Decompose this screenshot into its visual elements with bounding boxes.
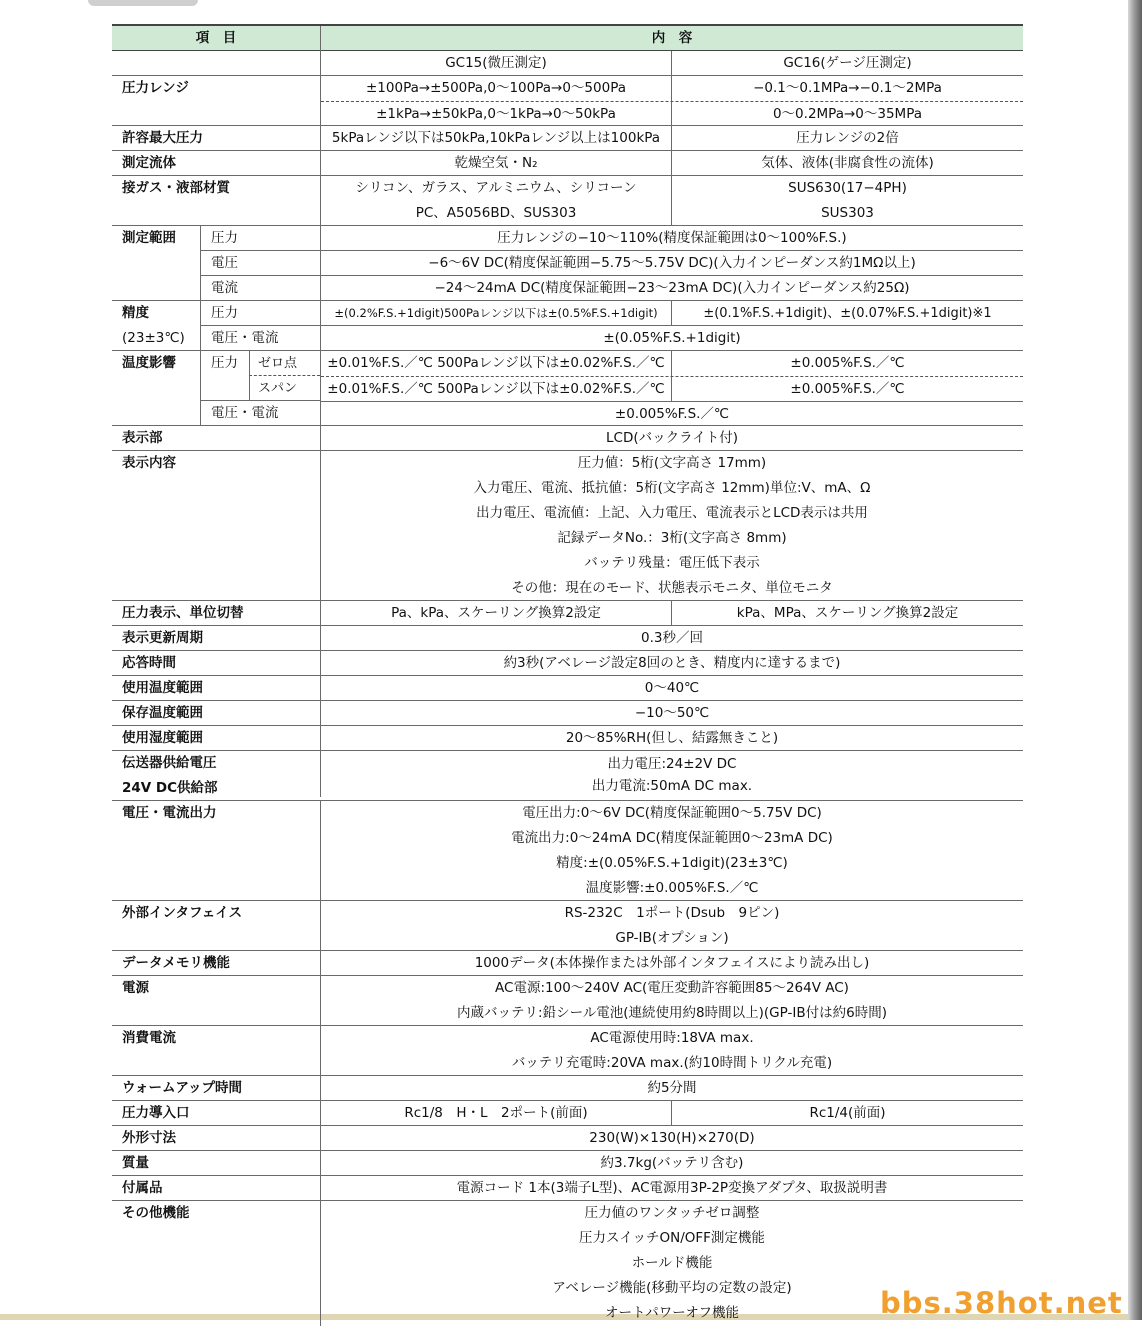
memory-row bbox=[112, 951, 1023, 976]
sub-label: 圧力 bbox=[201, 226, 320, 251]
value: 約5分間 bbox=[647, 1080, 697, 1096]
models-row bbox=[112, 51, 1023, 76]
row-label: 外部インタフェイス bbox=[122, 905, 243, 921]
spec-table bbox=[112, 24, 1023, 1326]
value: バッテリ残量：電圧低下表示 bbox=[584, 555, 760, 571]
value: SUS303 bbox=[671, 201, 1023, 226]
value: ±0.01%F.S.／℃ 500Paレンジ以下は±0.02%F.S.／℃ bbox=[327, 381, 665, 397]
value: 気体、液体(非腐食性の流体) bbox=[671, 151, 1023, 176]
value: 圧力値：5桁(文字高さ 17mm) bbox=[577, 455, 767, 471]
row-label: 使用温度範囲 bbox=[122, 680, 203, 696]
row-label: 表示部 bbox=[122, 430, 163, 446]
row-label: 圧力表示、単位切替 bbox=[122, 605, 244, 621]
value: 電流出力:0～24mA DC(精度保証範囲0～23mA DC) bbox=[511, 830, 833, 846]
row-label-line: 伝送器供給電圧 bbox=[122, 755, 217, 771]
row-label: 電圧・電流出力 bbox=[122, 805, 217, 821]
value: 圧力レンジの2倍 bbox=[671, 126, 1023, 151]
value: ±(0.1%F.S.+1digit)、±(0.07%F.S.+1digit)※1 bbox=[671, 301, 1023, 326]
model-gc15: GC15(微圧測定) bbox=[445, 55, 547, 71]
refresh-row bbox=[112, 626, 1023, 651]
value: ±(0.2%F.S.+1digit)500Paレンジ以下は±(0.5%F.S.+1digit) bbox=[334, 306, 658, 320]
value: GP-IB(オプション) bbox=[615, 930, 729, 946]
sub-label: 電圧・電流 bbox=[211, 330, 279, 346]
value: ±(0.05%F.S.+1digit) bbox=[603, 330, 741, 346]
row-label: 測定流体 bbox=[122, 155, 176, 171]
row-label: 付属品 bbox=[122, 1180, 163, 1196]
watermark: bbs.38hot.net bbox=[880, 1286, 1123, 1320]
row-label: 許容最大圧力 bbox=[122, 130, 203, 146]
value: 圧力スイッチON/OFF測定機能 bbox=[579, 1230, 765, 1246]
value: ±0.01%F.S.／℃ 500Paレンジ以下は±0.02%F.S.／℃ bbox=[327, 355, 665, 371]
sub-label: 圧力 bbox=[201, 351, 249, 401]
power-row bbox=[112, 976, 1023, 1026]
value: AC電源使用時:18VA max. bbox=[590, 1030, 754, 1046]
value: −24～24mA DC(精度保証範囲−23～23mA DC)(入力インピーダンス約25Ω) bbox=[434, 280, 910, 296]
value: 約3.7kg(バッテリ含む) bbox=[600, 1155, 744, 1171]
value: 20～85%RH(但し、結露無きこと) bbox=[565, 730, 779, 746]
value: RS-232C 1ポート(Dsub 9ピン) bbox=[564, 905, 780, 921]
value: 内蔵バッテリ:鉛シール電池(連続使用約8時間以上)(GP-IB付は約6時間) bbox=[457, 1005, 887, 1021]
row-label-line: 精度 bbox=[122, 305, 149, 321]
value: PC、A5056BD、SUS303 bbox=[415, 205, 577, 221]
material-row bbox=[112, 176, 1023, 226]
mass-row bbox=[112, 1151, 1023, 1176]
value: 記録データNo.：3桁(文字高さ 8mm) bbox=[557, 530, 787, 546]
row-label: 外形寸法 bbox=[122, 1130, 176, 1146]
value: 温度影響:±0.005%F.S.／℃ bbox=[585, 880, 759, 896]
value: 電源コード 1本(3端子L型)、AC電源用3P-2P変換アダプタ、取扱説明書 bbox=[456, 1180, 888, 1196]
op-temp-row bbox=[112, 676, 1023, 701]
value: ±0.005%F.S.／℃ bbox=[614, 406, 730, 422]
row-label: 質量 bbox=[122, 1155, 149, 1171]
response-row bbox=[112, 651, 1023, 676]
warmup-row bbox=[112, 1076, 1023, 1101]
table-header bbox=[112, 24, 1023, 51]
meas-range-row bbox=[112, 226, 1023, 301]
value: ±0.005%F.S.／℃ bbox=[671, 351, 1023, 376]
row-label: 表示内容 bbox=[122, 455, 176, 471]
row-label: 使用湿度範囲 bbox=[122, 730, 203, 746]
value: −0.1～0.1MPa→−0.1～2MPa bbox=[671, 76, 1023, 101]
interface-row bbox=[112, 901, 1023, 951]
header-content: 内 容 bbox=[320, 26, 1023, 51]
value: ±1kPa→±50kPa,0～1kPa→0～50kPa bbox=[376, 106, 616, 122]
vi-output-row bbox=[112, 801, 1023, 901]
value: AC電源:100～240V AC(電圧変動許容範囲85～264V AC) bbox=[495, 980, 849, 996]
row-label: その他機能 bbox=[122, 1205, 190, 1221]
page-tab-edge bbox=[88, 0, 198, 6]
dimensions-row bbox=[112, 1126, 1023, 1151]
value: 230(W)×130(H)×270(D) bbox=[589, 1130, 755, 1146]
sub-label: 電圧・電流 bbox=[211, 405, 279, 421]
value: Rc1/4(前面) bbox=[671, 1101, 1023, 1126]
value: −6～6V DC(精度保証範囲−5.75～5.75V DC)(入力インピーダンス約1MΩ以上) bbox=[321, 251, 1023, 276]
sub-label: 電流 bbox=[211, 280, 238, 296]
transmitter-row bbox=[112, 751, 1023, 801]
temp-effect-row bbox=[112, 351, 1023, 426]
window-frame-edge bbox=[1128, 0, 1142, 1320]
sub-label: 圧力 bbox=[201, 301, 320, 326]
unit-switch-row bbox=[112, 601, 1023, 626]
value: ±0.005%F.S.／℃ bbox=[671, 377, 1023, 402]
value: バッテリ充電時:20VA max.(約10時間トリクル充電) bbox=[511, 1055, 833, 1071]
value: オートパワーオフ機能 bbox=[604, 1305, 740, 1321]
value: 出力電圧:24±2V DC bbox=[607, 756, 737, 772]
value: 乾燥空気・N₂ bbox=[454, 155, 538, 171]
value: ±100Pa→±500Pa,0～100Pa→0～500Pa bbox=[365, 80, 626, 96]
value: 約3秒(アベレージ設定8回のとき、精度内に達するまで) bbox=[503, 655, 841, 671]
sub-label: ゼロ点 bbox=[249, 351, 320, 376]
value: 0～0.2MPa→0～35MPa bbox=[671, 102, 1023, 127]
value: 1000データ(本体操作または外部インタフェイスにより読み出し) bbox=[474, 955, 870, 971]
value: −10～50℃ bbox=[634, 705, 710, 721]
accessories-row bbox=[112, 1176, 1023, 1201]
value: シリコン、ガラス、アルミニウム、シリコーン bbox=[355, 180, 637, 196]
row-label: 電源 bbox=[122, 980, 149, 996]
value: 精度:±(0.05%F.S.+1digit)(23±3℃) bbox=[556, 855, 788, 871]
value: Rc1/8 H・L 2ポート(前面) bbox=[404, 1105, 588, 1121]
row-label: 測定範囲 bbox=[122, 230, 176, 246]
value: アベレージ機能(移動平均の定数の設定) bbox=[552, 1280, 792, 1296]
value: 5kPaレンジ以下は50kPa,10kPaレンジ以上は100kPa bbox=[331, 130, 661, 146]
value: 圧力レンジの−10～110%(精度保証範囲は0～100%F.S.) bbox=[321, 226, 1023, 251]
value: kPa、MPa、スケーリング換算2設定 bbox=[671, 601, 1023, 626]
value: SUS630(17−4PH) bbox=[671, 176, 1023, 201]
row-label: 接ガス・液部材質 bbox=[122, 180, 230, 196]
value: その他：現在のモード、状態表示モニタ、単位モニタ bbox=[511, 580, 833, 596]
pressure-range-row bbox=[112, 76, 1023, 126]
row-label: 圧力レンジ bbox=[122, 80, 189, 96]
row-label bbox=[112, 301, 200, 351]
value: 0.3秒／回 bbox=[641, 630, 703, 646]
sub-label: 電圧 bbox=[201, 251, 320, 276]
value: 出力電流:50mA DC max. bbox=[591, 778, 753, 794]
model-gc16: GC16(ゲージ圧測定) bbox=[671, 51, 1023, 76]
value: ホールド機能 bbox=[631, 1255, 713, 1271]
row-label: 表示更新周期 bbox=[122, 630, 203, 646]
row-label: 応答時間 bbox=[122, 655, 176, 671]
value: LCD(バックライト付) bbox=[606, 430, 738, 446]
display-row bbox=[112, 426, 1023, 451]
row-label: 保存温度範囲 bbox=[122, 705, 203, 721]
max-pressure-row bbox=[112, 126, 1023, 151]
row-label: 圧力導入口 bbox=[122, 1105, 190, 1121]
value: 電圧出力:0～6V DC(精度保証範囲0～5.75V DC) bbox=[522, 805, 822, 821]
store-temp-row bbox=[112, 701, 1023, 726]
fluid-row bbox=[112, 151, 1023, 176]
row-label-line: 24V DC供給部 bbox=[122, 780, 218, 796]
accuracy-row bbox=[112, 301, 1023, 351]
consumption-row bbox=[112, 1026, 1023, 1076]
row-label: データメモリ機能 bbox=[122, 955, 230, 971]
port-row bbox=[112, 1101, 1023, 1126]
row-label: 温度影響 bbox=[122, 355, 176, 371]
display-content-row bbox=[112, 451, 1023, 601]
value: 出力電圧、電流値：上記、入力電圧、電流表示とLCD表示は共用 bbox=[476, 505, 868, 521]
sub-label: スパン bbox=[249, 376, 320, 401]
value: 0～40℃ bbox=[644, 680, 700, 696]
row-label bbox=[112, 751, 320, 801]
row-label: ウォームアップ時間 bbox=[122, 1080, 243, 1096]
header-item: 項 目 bbox=[195, 30, 237, 46]
row-label-line: (23±3℃) bbox=[122, 330, 185, 346]
row-label: 消費電流 bbox=[122, 1030, 176, 1046]
humidity-row bbox=[112, 726, 1023, 751]
value: 入力電圧、電流、抵抗値：5桁(文字高さ 12mm)単位:V、mA、Ω bbox=[473, 480, 871, 496]
value: 圧力値のワンタッチゼロ調整 bbox=[584, 1205, 760, 1221]
value: Pa、kPa、スケーリング換算2設定 bbox=[391, 605, 601, 621]
